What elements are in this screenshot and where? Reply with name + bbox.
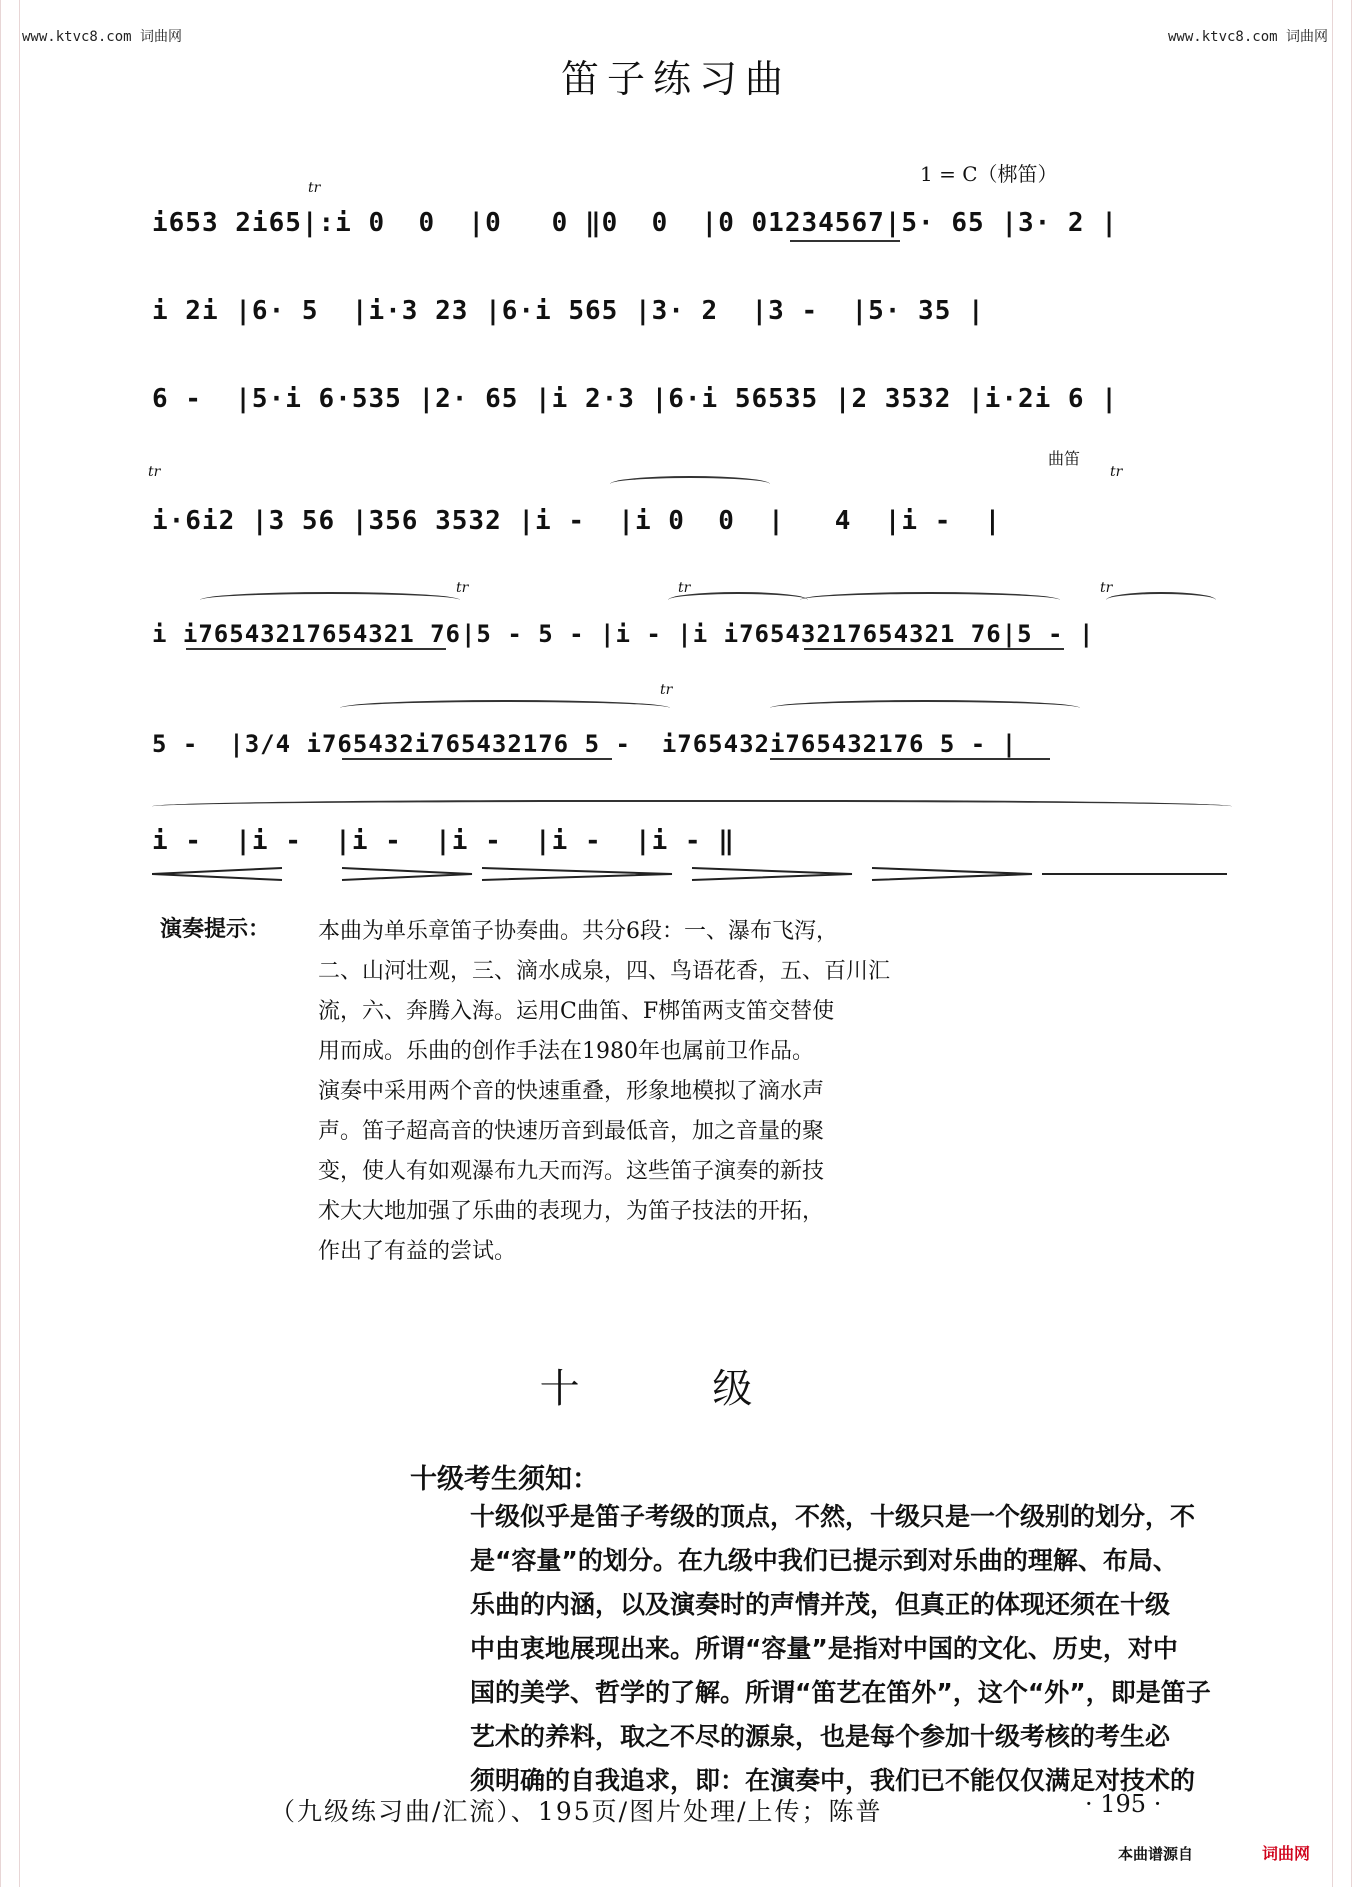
score-notes: i 2i |6· 5 |i·3 23 |6·i 565 |3· 2 |3 - |5· 35 | <box>152 296 985 326</box>
score-line-3 <box>152 378 1232 438</box>
slur <box>340 700 670 716</box>
notice-line: 须明确的自我追求，即：在演奏中，我们已不能仅仅满足对技术的 <box>470 1766 1196 1795</box>
score-notes: i - |i - |i - |i - |i - |i - ‖ <box>152 826 735 856</box>
slur <box>610 476 770 492</box>
notice-line: 艺术的养料，取之不尽的源泉，也是每个参加十级考核的考生必 <box>470 1722 1171 1751</box>
slur <box>1106 592 1216 608</box>
hint-line: 本曲为单乐章笛子协奏曲。共分6段：一、瀑布飞泻， <box>318 919 838 944</box>
beam <box>770 758 1050 760</box>
hint-line: 术大大地加强了乐曲的表现力，为笛子技法的开拓， <box>318 1199 825 1224</box>
watermark-url-left: www.ktvc8.com 词曲网 <box>22 29 183 45</box>
beam <box>186 648 446 650</box>
hint-line: 变，使人有如观瀑布九天而泻。这些笛子演奏的新技 <box>318 1159 825 1184</box>
instrument-change-label: 曲笛 <box>1048 449 1081 468</box>
trill-mark: tr <box>1100 580 1113 596</box>
trill-mark: tr <box>660 682 673 698</box>
beam <box>790 240 900 242</box>
slur <box>152 800 1232 816</box>
right-margin-strip <box>1332 0 1352 1887</box>
score-line-6 <box>152 724 1232 784</box>
notice-line: 国的美学、哲学的了解。所谓“笛艺在笛外”，这个“外”，即是笛子 <box>470 1678 1211 1707</box>
score-notes: i i76543217654321 76|5 - 5 - |i - |i i76543217654321 76|5 - | <box>152 620 1095 648</box>
left-margin-strip <box>0 0 20 1887</box>
score-line-5 <box>152 614 1232 674</box>
notice-title: 十级考生须知： <box>410 1464 599 1495</box>
notice-line: 乐曲的内涵，以及演奏时的声情并茂，但真正的体现还须在十级 <box>470 1590 1171 1619</box>
score-notes: i653 2i65|:i 0 0 |0 0 ‖0 0 |0 01234567|5· 65 |3· 2 | <box>152 208 1118 238</box>
trill-mark: tr <box>456 580 469 596</box>
slur <box>668 592 808 608</box>
key-signature: 1 = C（梆笛） <box>920 162 1058 186</box>
score-line-1 <box>152 202 1232 262</box>
score-line-4 <box>152 500 1232 560</box>
dynamics-hairpins <box>152 866 1232 882</box>
score-notes: 5 - |3/4 i765432i765432176 5 - i765432i765432176 5 - | <box>152 730 1018 758</box>
trill-mark: tr <box>308 180 321 196</box>
page-number: · 195 · <box>1085 1790 1162 1818</box>
watermark-url-right: www.ktvc8.com 词曲网 <box>1168 29 1329 45</box>
hint-line: 演奏中采用两个音的快速重叠，形象地模拟了滴水声 <box>318 1079 825 1104</box>
slur <box>200 592 460 608</box>
notice-line: 中由衷地展现出来。所谓“容量”是指对中国的文化、历史，对中 <box>470 1634 1178 1663</box>
score-line-2 <box>152 290 1232 350</box>
hint-body <box>318 952 938 1272</box>
hint-line: 二、山河壮观，三、滴水成泉，四、鸟语花香，五、百川汇 <box>318 959 891 984</box>
hint-line: 作出了有益的尝试。 <box>318 1239 517 1264</box>
footer-caption: （九级练习曲/汇流）、195页/图片处理/上传；陈普 <box>270 1797 883 1826</box>
hint-label: 演奏提示： <box>160 917 271 942</box>
brand-link[interactable]: 词曲网 <box>1262 1844 1311 1863</box>
notice-line: 是“容量”的划分。在九级中我们已提示到对乐曲的理解、布局、 <box>470 1546 1178 1575</box>
hint-line: 声。笛子超高音的快速历音到最低音，加之音量的聚 <box>318 1119 825 1144</box>
slur <box>800 592 1060 608</box>
notice-line: 十级似乎是笛子考级的顶点，不然，十级只是一个级别的划分，不 <box>470 1502 1196 1531</box>
trill-mark: tr <box>148 464 161 480</box>
notice-paragraph <box>470 1495 1230 1803</box>
hint-line: 用而成。乐曲的创作手法在1980年也属前卫作品。 <box>318 1039 814 1064</box>
beam <box>342 758 612 760</box>
page-title: 笛子练习曲 <box>560 57 791 101</box>
slur <box>770 700 1080 716</box>
beam <box>804 648 1064 650</box>
trill-mark: tr <box>1110 464 1123 480</box>
trill-mark: tr <box>678 580 691 596</box>
source-label: 本曲谱源自 <box>1118 1845 1194 1863</box>
section-title: 十 级 <box>539 1366 813 1412</box>
hint-first-line <box>318 912 938 952</box>
score-notes: i·6i2 |3 56 |356 3532 |i - |i 0 0 | 4 |i - | <box>152 506 1002 536</box>
score-notes: 6 - |5·i 6·535 |2· 65 |i 2·3 |6·i 56535 |2 3532 |i·2i 6 | <box>152 384 1118 414</box>
hint-line: 流，六、奔腾入海。运用C曲笛、F梆笛两支笛交替使 <box>318 999 835 1024</box>
